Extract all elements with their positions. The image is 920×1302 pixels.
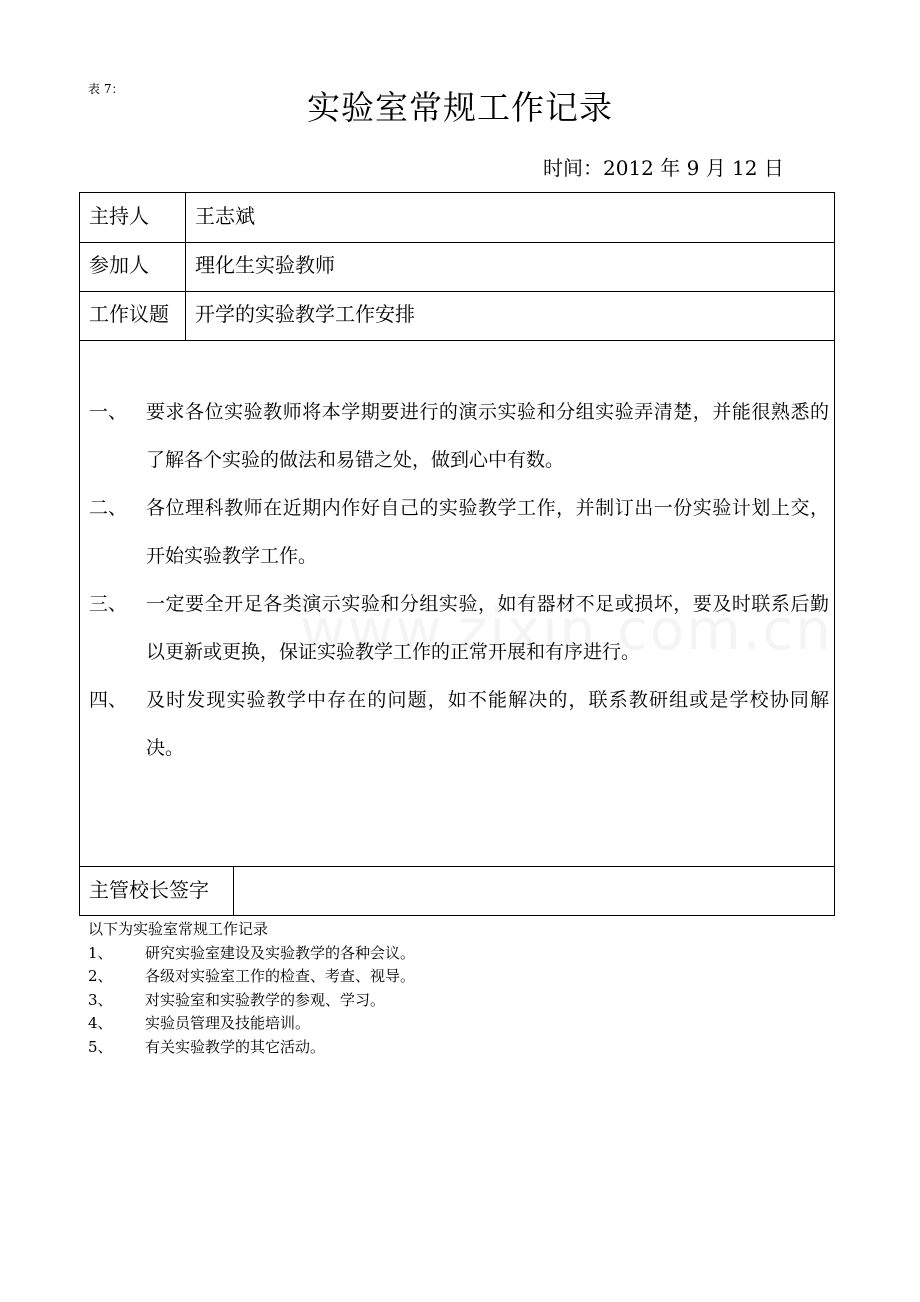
content-item-number: 一、: [89, 401, 128, 423]
list-item-text: 各级对实验室工作的检查、考查、视导。: [145, 967, 416, 985]
page-title: 实验室常规工作记录: [307, 88, 613, 127]
table-column-divider: [233, 866, 234, 915]
host-label: 主持人: [89, 204, 149, 228]
list-item: [88, 1012, 828, 1036]
list-item-number: 5、: [88, 1037, 113, 1056]
list-item-text: 有关实验教学的其它活动。: [145, 1037, 326, 1056]
list-item: [88, 1036, 828, 1060]
table-rule: [80, 340, 834, 341]
list-item: [88, 989, 828, 1013]
list-item-number: 3、: [88, 990, 113, 1009]
list-item-number: 1、: [88, 943, 113, 962]
list-item-text: 对实验室和实验教学的参观、学习。: [145, 990, 386, 1009]
topic-label: 工作议题: [89, 302, 169, 326]
table-number-tag: 表 7：: [88, 82, 124, 96]
host-value: 王志斌: [195, 204, 255, 228]
participants-label: 参加人: [89, 253, 149, 277]
content-item: [89, 676, 829, 772]
list-item-number: 4、: [88, 1014, 113, 1032]
participants-value: 理化生实验教师: [195, 253, 335, 277]
list-item-text: 实验员管理及技能培训。: [145, 1014, 311, 1032]
record-table: [79, 192, 835, 916]
watermark: [300, 598, 833, 663]
table-rule: [80, 242, 834, 243]
topic-value: 开学的实验教学工作安排: [195, 302, 415, 326]
list-item-text: 研究实验室建设及实验教学的各种会议。: [145, 943, 416, 962]
content-item-text: 各位理科教师在近期内作好自己的实验教学工作，并制订出一份实验计划上交，开始实验教学工作。: [146, 497, 829, 567]
content-item: [89, 484, 829, 580]
content-item-text: 要求各位实验教师将本学期要进行的演示实验和分组实验弄清楚，并能很熟悉的了解各个实验的做法和易错之处，做到心中有数。: [146, 401, 829, 471]
notes-heading: 以下为实验室常规工作记录: [88, 920, 269, 938]
table-column-divider: [185, 193, 186, 340]
record-date: 时间：2012 年 9 月 12 日: [543, 156, 784, 180]
table-rule: [80, 866, 834, 867]
list-item: [88, 942, 828, 966]
content-item: [89, 388, 829, 484]
list-item-number: 2、: [88, 967, 113, 985]
table-rule: [80, 291, 834, 292]
content-item-text: 一定要全开足各类演示实验和分组实验，如有器材不足或损坏，要及时联系后勤以更新或更换，保证实验教学工作的正常开展和有序进行。: [146, 593, 829, 663]
signature-label: 主管校长签字: [89, 878, 209, 902]
notes-section: [88, 918, 828, 1059]
content-item-number: 三、: [89, 593, 128, 615]
content-item-number: 二、: [89, 497, 128, 519]
list-item: [88, 965, 828, 989]
content-item-text: 及时发现实验教学中存在的问题，如不能解决的，联系教研组或是学校协同解决。: [146, 689, 829, 759]
content-item-number: 四、: [89, 689, 128, 711]
